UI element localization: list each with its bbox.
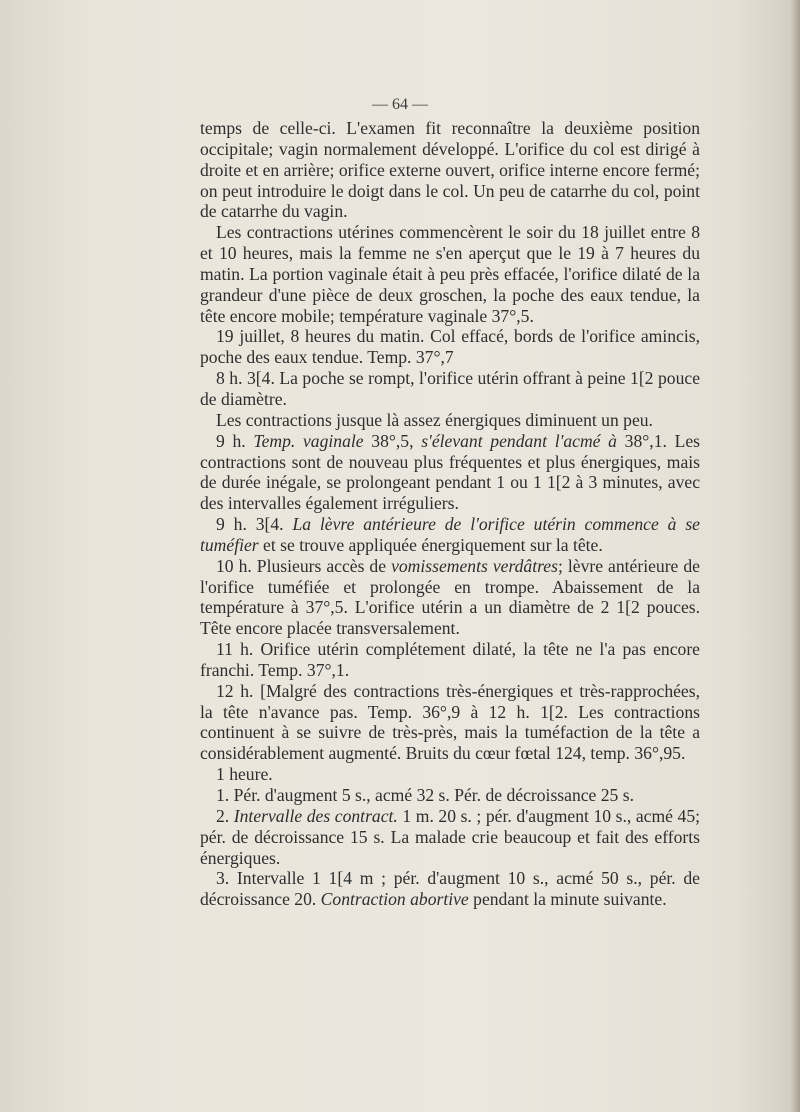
italic-run: s'élevant pendant l'acmé à [421,430,617,451]
italic-run: La lèvre antérieure de l'orifice utérin commence à se tuméfier [200,514,700,555]
paragraph [200,639,700,681]
text-run: 3. Intervalle 1 1[4 m ; pér. d'augment 10 s., acmé 50 s., pér. de décroissance 20. [200,868,700,910]
text-run: 12 h. [Malgré des contractions très-énergiques et très-rapprochées, la tête n'avance pas. Temp. 36°,9 à 12 h. 1[2. Les contractions continuent à se suivre de très-près, mais la tuméfaction de la tête a considérablement augmenté. Bruits du cœur fœtal 124, temp. 36°,95. [200,680,700,764]
paragraph [200,556,700,639]
text-run: 11 h. Orifice utérin complétement dilaté, la tête ne l'a pas encore franchi. Temp. 37°,1. [200,639,700,680]
body-text [200,118,700,910]
paragraph [200,326,700,368]
page-edge-shadow [790,0,800,1112]
paragraph [200,514,700,556]
italic-run: vomissements verdâtres [391,555,558,576]
paragraph [200,118,700,222]
text-run: 9 h. [216,430,254,451]
paragraph [200,785,700,806]
text-run: et se trouve appliquée énergiquement sur la tête. [258,534,603,555]
italic-run: Intervalle des contract. [233,805,398,826]
text-run: Les contractions utérines commencèrent le soir du 18 juillet entre 8 et 10 heures, mais la femme ne s'en aperçut que le 19 à 7 heures du matin. La portion vaginale était à peu près effacée, l'orifice dilaté de la grandeur d'une pièce de deux groschen, la poche des eaux tendue, la tête encore mobile; température vaginale 37°,5. [200,222,700,326]
text-run: 19 juillet, 8 heures du matin. Col effacé, bords de l'orifice amincis, poche des eaux tendue. Temp. 37°,7 [200,326,700,368]
text-run: ; lèvre antérieure de l'orifice tuméfiée et prolongée en trompe. Abaissement de la température à 37°,5. L'orifice utérin a un diamètre de 2 1[2 pouces. Tête encore placée transversalement. [200,555,700,639]
text-run: 38°,1. Les contractions sont de nouveau plus fréquentes et plus énergiques, mais de durée inégale, se prolongeant pendant 1 ou 1 1[2 à 3 minutes, avec des intervalles également irréguliers. [200,430,700,514]
text-run: Les contractions jusque là assez énergiques diminuent un peu. [216,409,653,430]
text-run: 2. [216,805,234,826]
text-run: 8 h. 3[4. La poche se rompt, l'orifice utérin offrant à peine 1[2 pouce de diamètre. [200,368,700,409]
text-run: 9 h. 3[4. [216,514,293,535]
paragraph [200,222,700,326]
paragraph [200,868,700,910]
text-run: 10 h. Plusieurs accès de [216,555,392,576]
text-run: 1 m. 20 s. ; pér. d'augment 10 s., acmé 45; pér. de décroissance 15 s. La malade crie beaucoup et fait des efforts énergiques. [200,805,701,868]
text-run: pendant la minute suivante. [468,889,667,910]
paragraph [200,764,700,785]
paragraph [200,431,700,514]
paragraph [200,410,700,431]
page-number: — 64 — [372,96,428,113]
paragraph [200,368,700,410]
text-run: temps de celle-ci. L'examen fit reconnaître la deuxième position occipitale; vagin normalement développé. L'orifice du col est dirigé à droite et en arrière; orifice externe ouvert, orifice interne encore fermé; on peut introduire le doigt dans le col. Un peu de catarrhe du col, point de catarrhe du vagin. [200,118,700,222]
text-run: 38°,5, [363,430,422,451]
text-run: 1 heure. [216,764,273,785]
paragraph [200,681,700,764]
text-run: 1. Pér. d'augment 5 s., acmé 32 s. Pér. de décroissance 25 s. [216,785,634,805]
italic-run: Temp. vaginale [253,430,364,451]
italic-run: Contraction abortive [320,889,469,910]
paragraph [200,806,700,869]
